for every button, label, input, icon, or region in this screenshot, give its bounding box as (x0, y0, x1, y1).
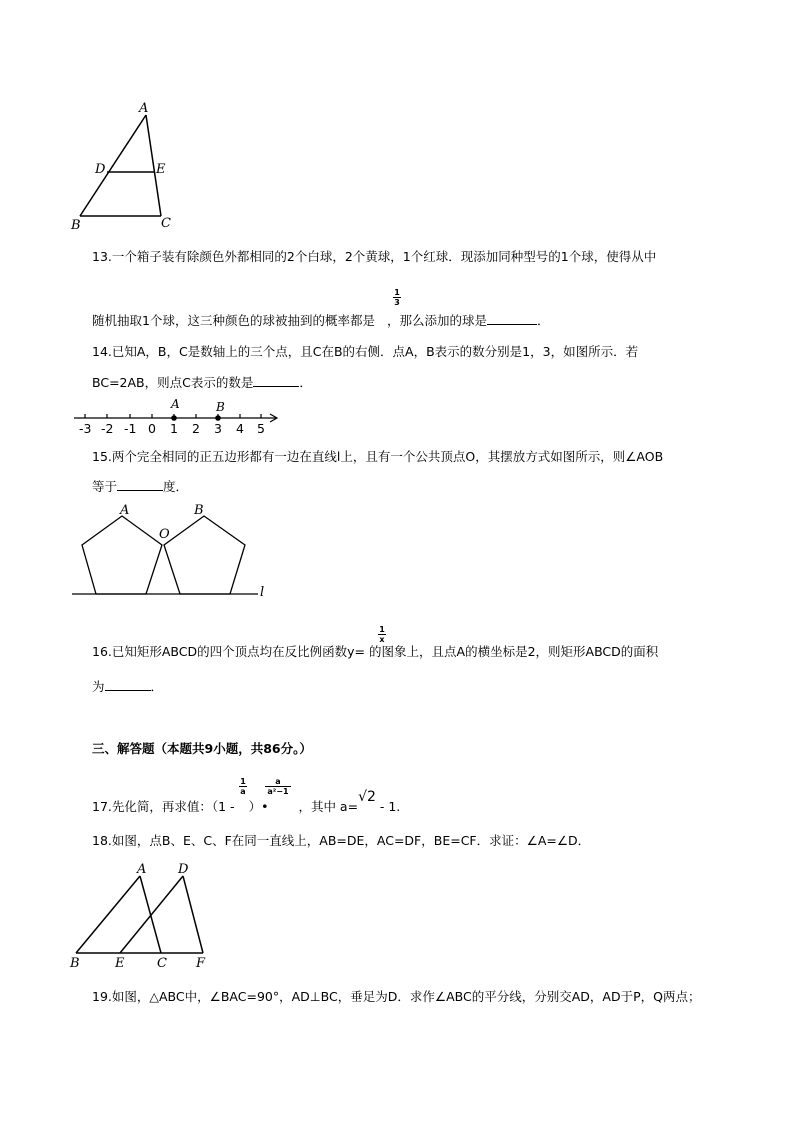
question-14-line2 (92, 374, 312, 391)
tick-label: -1 (124, 421, 137, 436)
fig18-label-d: D (178, 862, 189, 877)
q14-text-a: BC=2AB，则点C表示的数是 (92, 375, 254, 390)
tick-label: 5 (257, 421, 265, 436)
answer-blank-16[interactable] (105, 678, 151, 691)
fig18-label-a: A (137, 862, 147, 877)
question-18: 18.如图，点B、E、C、F在同一直线上，AB=DE，AC=DF，BE=CF．求证：∠A=∠D． (92, 833, 591, 848)
question-13-line1: 13.一个箱子装有除颜色外都相同的2个白球，2个黄球，1个红球．现添加同种型号的1个球，使得从中 (92, 249, 657, 264)
q16-text-c: 为 (92, 679, 105, 694)
segment-ac (140, 876, 161, 953)
label-c: C (161, 216, 171, 231)
number-line-label-b: B (216, 400, 225, 414)
question-15-line2 (92, 478, 188, 495)
triangle-abc-de-figure (80, 115, 161, 216)
q13-text-a: 随机抽取1个球，这三种颜色的球被抽到的概率都是 (92, 313, 375, 328)
triangles-abc-def-figure (76, 876, 203, 953)
section-title: 三、解答题（本题共9小题，共86分。） (92, 741, 312, 756)
fig18-label-c: C (157, 956, 167, 971)
label-b: B (71, 218, 81, 233)
fraction-numerator: 1 (379, 625, 385, 634)
point-b-dot (215, 415, 221, 421)
q16-text-b: 的图象上，且点A的横坐标是2，则矩形ABCD的面积 (369, 644, 659, 659)
tick-label: 1 (170, 421, 178, 436)
label-e: E (156, 162, 166, 177)
q13-text-end: ． (536, 313, 550, 328)
fig18-label-e: E (115, 956, 125, 971)
question-19: 19.如图，△ABC中，∠BAC=90°，AD⊥BC，垂足为D．求作∠ABC的平分线，分别交AD，AD于P，Q两点； (92, 989, 701, 1004)
q16-func: y= (347, 644, 366, 659)
q15-text-end: 度． (163, 479, 189, 494)
pentagon-label-a: A (120, 503, 130, 518)
q13-text-b: ，那么添加的球是 (386, 313, 487, 328)
line-label-l: l (260, 585, 265, 600)
pentagon-label-b: B (194, 503, 204, 518)
q17-text-end: - 1. (375, 799, 401, 814)
pentagon-left (82, 516, 162, 594)
sqrt-two: √2 (358, 789, 376, 805)
question-17 (92, 789, 401, 815)
point-a-dot (171, 415, 177, 421)
fraction-one-third (392, 288, 402, 307)
tick-label: 4 (236, 421, 244, 436)
question-16-line1 (92, 644, 658, 660)
fraction-denominator: x (379, 635, 385, 644)
question-14-line1: 14.已知A，B，C是数轴上的三个点，且C在B的右侧．点A，B表示的数分别是1，3，如图所示．若 (92, 344, 639, 359)
q17-text-b: ）• (248, 799, 269, 814)
fig18-label-f: F (196, 956, 206, 971)
q15-text-a: 等于 (92, 479, 118, 494)
tick-label: -3 (79, 421, 92, 436)
fraction-denominator: a (240, 787, 246, 796)
label-d: D (95, 162, 106, 177)
fraction-numerator: a (275, 777, 281, 786)
question-13-line2 (92, 312, 550, 329)
q14-text-end: ． (299, 375, 312, 390)
q16-text-a: 16.已知矩形ABCD的四个顶点均在反比例函数 (92, 644, 348, 659)
tick-label: -2 (101, 421, 114, 436)
q16-text-end: ． (150, 679, 164, 694)
fraction-denominator: a²−1 (267, 787, 289, 796)
number-line-label-a: A (171, 397, 180, 411)
fraction-denominator: 3 (394, 298, 400, 307)
q17-text-a: 17.先化简，再求值：（1 - (92, 799, 235, 814)
fraction-one-over-a (238, 777, 248, 796)
segment-df (183, 876, 203, 953)
tick-label: 0 (148, 421, 156, 436)
question-16-line2 (92, 678, 163, 695)
fraction-one-over-x (377, 625, 387, 644)
q17-text-c: ，其中 a= (298, 799, 359, 814)
answer-blank-15[interactable] (117, 478, 163, 491)
fraction-numerator: 1 (394, 288, 400, 297)
question-15-line1: 15.两个完全相同的正五边形都有一边在直线l上，且有一个公共顶点O，其摆放方式如图所示，则∠AOB (92, 449, 664, 464)
answer-blank-13[interactable] (487, 312, 537, 325)
label-a: A (139, 101, 149, 116)
tick-label: 3 (214, 421, 222, 436)
answer-blank-14[interactable] (253, 374, 299, 387)
fraction-numerator: 1 (240, 777, 246, 786)
pentagon-right (164, 516, 245, 594)
segment-ab (80, 115, 146, 216)
pentagon-label-o: O (159, 527, 170, 542)
fig18-label-b: B (70, 956, 80, 971)
fraction-a-over-a2-1 (264, 777, 292, 796)
tick-label: 2 (192, 421, 200, 436)
